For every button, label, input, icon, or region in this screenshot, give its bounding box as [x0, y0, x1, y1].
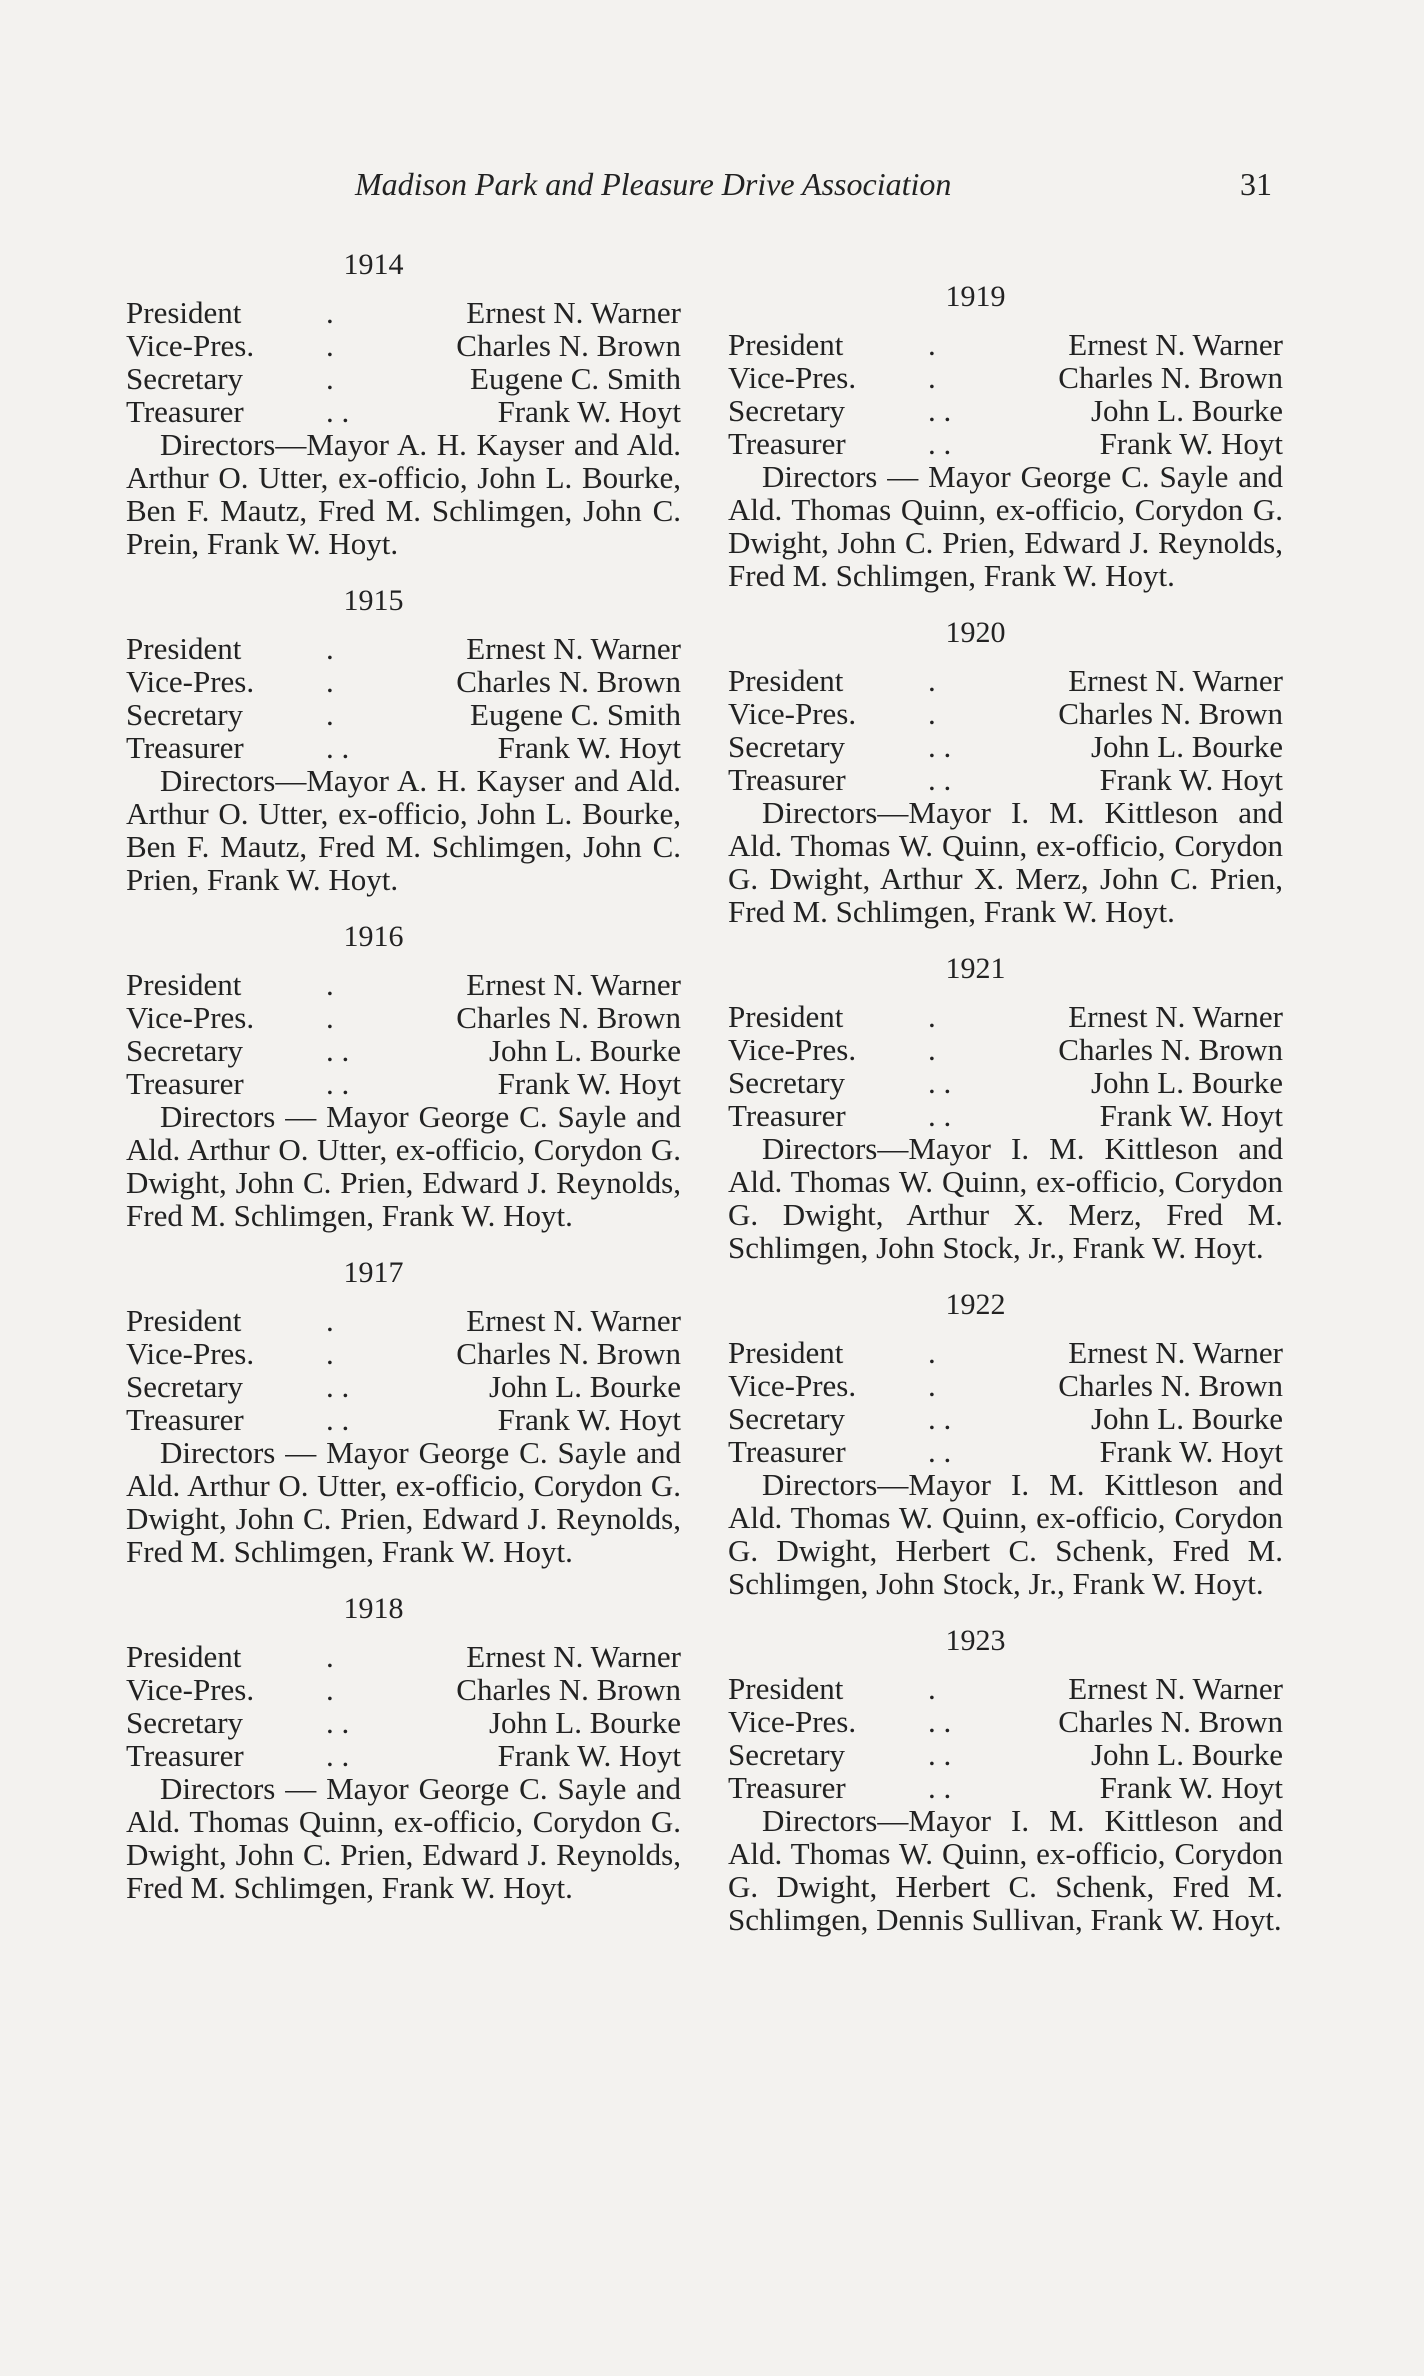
year-heading: 1921 [945, 952, 1006, 985]
officer-row [126, 1001, 681, 1034]
officer-row [728, 1705, 1283, 1738]
officer-name: John L. Bourke [1090, 1401, 1283, 1436]
officer-row [728, 1099, 1283, 1132]
officer-role: President [728, 1671, 844, 1706]
officer-name: John L. Bourke [488, 1705, 681, 1740]
leader-dots: . [326, 1000, 334, 1035]
officer-role: President [728, 327, 844, 362]
officer-role: Secretary [126, 361, 244, 396]
officer-row [126, 1673, 681, 1706]
officer-row [126, 632, 681, 665]
leader-dots: . [928, 696, 936, 731]
directors-paragraph: Directors—Mayor I. M. Kittleson and Ald. Thomas W. Quinn, ex-officio, Corydon G. Dwight, Herbert C. Schenk, Fred M. Schlimgen, Dennis Sullivan, Frank W. Hoyt. [728, 1803, 1283, 1937]
year-heading: 1919 [945, 280, 1006, 313]
officer-row [126, 1403, 681, 1436]
officer-role: President [126, 1639, 242, 1674]
leader-dots: . [326, 1303, 334, 1338]
officer-name: Frank W. Hoyt [1099, 426, 1283, 461]
officer-name: Ernest N. Warner [466, 631, 681, 666]
officer-name: Charles N. Brown [456, 1672, 681, 1707]
officer-row [728, 361, 1283, 394]
leader-dots: . . [928, 1098, 952, 1133]
officer-row [728, 730, 1283, 763]
leader-dots: . . [326, 1066, 350, 1101]
officer-role: President [126, 631, 242, 666]
directors-paragraph: Directors—Mayor I. M. Kittleson and Ald. Thomas W. Quinn, ex-officio, Corydon G. Dwight, Herbert C. Schenk, Fred M. Schlimgen, John Stock, Jr., Frank W. Hoyt. [728, 1467, 1283, 1601]
leader-dots: . [928, 327, 936, 362]
leader-dots: . . [326, 1705, 350, 1740]
officer-name: Ernest N. Warner [1068, 999, 1283, 1034]
officer-role: Vice-Pres. [126, 328, 255, 363]
leader-dots: . . [326, 1369, 350, 1404]
officer-name: Charles N. Brown [1058, 1704, 1283, 1739]
officer-name: Ernest N. Warner [466, 1303, 681, 1338]
leader-dots: . . [326, 730, 350, 765]
officer-role: Secretary [728, 1737, 846, 1772]
officer-role: Treasurer [728, 762, 846, 797]
officer-role: President [126, 295, 242, 330]
year-block [126, 1592, 681, 1904]
directors-paragraph: Directors — Mayor George C. Sayle and Ald. Thomas Quinn, ex-officio, Corydon G. Dwight, John C. Prien, Edward J. Reynolds, Fred M. Schlimgen, Frank W. Hoyt. [728, 459, 1283, 593]
year-block [126, 584, 681, 896]
leader-dots: . . [928, 393, 952, 428]
leader-dots: . [326, 361, 334, 396]
officer-role: Secretary [126, 1705, 244, 1740]
officer-name: Charles N. Brown [1058, 696, 1283, 731]
officer-role: Vice-Pres. [728, 1368, 857, 1403]
leader-dots: . . [928, 1770, 952, 1805]
directors-paragraph: Directors—Mayor I. M. Kittleson and Ald. Thomas W. Quinn, ex-officio, Corydon G. Dwight, Arthur X. Merz, John C. Prien, Fred M. Schlimgen, Frank W. Hoyt. [728, 795, 1283, 929]
officer-role: Vice-Pres. [728, 360, 857, 395]
officer-row [126, 362, 681, 395]
officer-name: Ernest N. Warner [466, 295, 681, 330]
leader-dots: . . [928, 1065, 952, 1100]
leader-dots: . . [326, 1402, 350, 1437]
officer-name: Frank W. Hoyt [1099, 1434, 1283, 1469]
officer-row [728, 1066, 1283, 1099]
directors-paragraph: Directors — Mayor George C. Sayle and Ald. Arthur O. Utter, ex-officio, Corydon G. Dwight, John C. Prien, Edward J. Reynolds, Fred M. Schlimgen, Frank W. Hoyt. [126, 1099, 681, 1233]
officer-row [728, 664, 1283, 697]
officer-role: Treasurer [728, 1434, 846, 1469]
year-block [728, 280, 1283, 592]
leader-dots: . . [326, 394, 350, 429]
leader-dots: . [928, 663, 936, 698]
officer-name: Frank W. Hoyt [497, 1738, 681, 1773]
year-block [728, 616, 1283, 928]
officer-role: Treasurer [126, 1738, 244, 1773]
officer-row [126, 1304, 681, 1337]
officer-role: Treasurer [126, 1402, 244, 1437]
officer-name: Eugene C. Smith [470, 361, 681, 396]
officer-name: Charles N. Brown [456, 1000, 681, 1035]
officer-row [126, 731, 681, 764]
page-number: 31 [1240, 166, 1272, 202]
officer-row [126, 329, 681, 362]
year-block [728, 952, 1283, 1264]
officer-role: Vice-Pres. [126, 1336, 255, 1371]
leader-dots: . . [928, 762, 952, 797]
year-heading: 1918 [343, 1592, 404, 1625]
officer-name: Frank W. Hoyt [1099, 762, 1283, 797]
directors-paragraph: Directors — Mayor George C. Sayle and Ald. Arthur O. Utter, ex-officio, Corydon G. Dwight, John C. Prien, Edward J. Reynolds, Fred M. Schlimgen, Frank W. Hoyt. [126, 1435, 681, 1569]
year-heading: 1917 [343, 1256, 404, 1289]
leader-dots: . [326, 328, 334, 363]
officer-row [728, 394, 1283, 427]
leader-dots: . . [928, 426, 952, 461]
officer-name: Charles N. Brown [456, 328, 681, 363]
officer-row [126, 1706, 681, 1739]
officer-role: President [126, 1303, 242, 1338]
officer-role: Secretary [728, 1065, 846, 1100]
officer-row [728, 1336, 1283, 1369]
officer-name: Charles N. Brown [1058, 1032, 1283, 1067]
officer-row [728, 1672, 1283, 1705]
officer-row [126, 1640, 681, 1673]
right-column [728, 280, 1283, 1960]
directors-paragraph: Directors—Mayor I. M. Kittleson and Ald. Thomas W. Quinn, ex-officio, Corydon G. Dwight, Arthur X. Merz, Fred M. Schlimgen, John Stock, Jr., Frank W. Hoyt. [728, 1131, 1283, 1265]
header-title: Madison Park and Pleasure Drive Association [355, 166, 952, 202]
officer-row [728, 328, 1283, 361]
officer-role: Secretary [126, 1369, 244, 1404]
leader-dots: . . [326, 1738, 350, 1773]
officer-row [126, 698, 681, 731]
officer-role: President [728, 663, 844, 698]
officer-role: Treasurer [728, 426, 846, 461]
leader-dots: . [326, 1336, 334, 1371]
officer-role: Secretary [728, 1401, 846, 1436]
officer-name: Ernest N. Warner [466, 1639, 681, 1674]
leader-dots: . [928, 1032, 936, 1067]
year-heading: 1914 [343, 248, 404, 281]
leader-dots: . . [928, 1434, 952, 1469]
officer-row [728, 1000, 1283, 1033]
leader-dots: . . [928, 1704, 952, 1739]
officer-row [126, 296, 681, 329]
year-block [126, 248, 681, 560]
officer-role: Treasurer [728, 1098, 846, 1133]
leader-dots: . . [928, 729, 952, 764]
officer-row [126, 1370, 681, 1403]
officer-name: Charles N. Brown [456, 664, 681, 699]
year-heading: 1922 [945, 1288, 1006, 1321]
left-column [126, 248, 681, 1928]
officer-row [728, 763, 1283, 796]
leader-dots: . [928, 1368, 936, 1403]
officer-row [728, 1771, 1283, 1804]
directors-paragraph: Directors — Mayor George C. Sayle and Ald. Thomas Quinn, ex-officio, Corydon G. Dwight, John C. Prien, Edward J. Reynolds, Fred M. Schlimgen, Frank W. Hoyt. [126, 1771, 681, 1905]
officer-name: Eugene C. Smith [470, 697, 681, 732]
officer-row [728, 1435, 1283, 1468]
officer-row [728, 1369, 1283, 1402]
officer-row [126, 665, 681, 698]
officer-role: President [126, 967, 242, 1002]
officer-row [728, 1402, 1283, 1435]
officer-role: Vice-Pres. [126, 1000, 255, 1035]
officer-name: Ernest N. Warner [1068, 663, 1283, 698]
officer-row [126, 1739, 681, 1772]
directors-paragraph: Directors—Mayor A. H. Kayser and Ald. Arthur O. Utter, ex-officio, John L. Bourke, Ben F. Mautz, Fred M. Schlimgen, John C. Prein, Frank W. Hoyt. [126, 427, 681, 561]
year-block [728, 1288, 1283, 1600]
officer-name: Ernest N. Warner [1068, 1335, 1283, 1370]
officer-name: Frank W. Hoyt [497, 394, 681, 429]
officer-name: Frank W. Hoyt [497, 730, 681, 765]
officer-row [728, 697, 1283, 730]
officer-role: Treasurer [126, 730, 244, 765]
officer-role: Vice-Pres. [728, 696, 857, 731]
leader-dots: . . [928, 1737, 952, 1772]
directors-paragraph: Directors—Mayor A. H. Kayser and Ald. Arthur O. Utter, ex-officio, John L. Bourke, Ben F. Mautz, Fred M. Schlimgen, John C. Prien, Frank W. Hoyt. [126, 763, 681, 897]
officer-name: Frank W. Hoyt [497, 1066, 681, 1101]
officer-name: Ernest N. Warner [466, 967, 681, 1002]
officer-row [728, 427, 1283, 460]
year-heading: 1920 [945, 616, 1006, 649]
year-block [728, 1624, 1283, 1936]
leader-dots: . . [928, 1401, 952, 1436]
year-block [126, 1256, 681, 1568]
officer-role: President [728, 999, 844, 1034]
year-block [126, 920, 681, 1232]
officer-name: Charles N. Brown [1058, 360, 1283, 395]
officer-row [126, 1337, 681, 1370]
year-heading: 1916 [343, 920, 404, 953]
officer-role: Treasurer [126, 1066, 244, 1101]
officer-name: Frank W. Hoyt [497, 1402, 681, 1437]
leader-dots: . [928, 360, 936, 395]
officer-role: Vice-Pres. [126, 1672, 255, 1707]
leader-dots: . [326, 631, 334, 666]
officer-name: Charles N. Brown [456, 1336, 681, 1371]
leader-dots: . [326, 1639, 334, 1674]
leader-dots: . [326, 697, 334, 732]
officer-role: President [728, 1335, 844, 1370]
leader-dots: . [928, 1335, 936, 1370]
leader-dots: . [326, 664, 334, 699]
officer-row [126, 1067, 681, 1100]
officer-role: Vice-Pres. [728, 1032, 857, 1067]
officer-role: Treasurer [126, 394, 244, 429]
leader-dots: . [326, 295, 334, 330]
officer-row [728, 1033, 1283, 1066]
officer-name: John L. Bourke [1090, 1737, 1283, 1772]
officer-row [126, 968, 681, 1001]
officer-role: Secretary [126, 697, 244, 732]
officer-role: Secretary [126, 1033, 244, 1068]
officer-name: Ernest N. Warner [1068, 327, 1283, 362]
leader-dots: . [326, 1672, 334, 1707]
leader-dots: . [928, 1671, 936, 1706]
officer-name: John L. Bourke [488, 1369, 681, 1404]
officer-name: John L. Bourke [488, 1033, 681, 1068]
officer-row [728, 1738, 1283, 1771]
officer-role: Secretary [728, 729, 846, 764]
officer-row [126, 1034, 681, 1067]
year-heading: 1923 [945, 1624, 1006, 1657]
officer-name: Charles N. Brown [1058, 1368, 1283, 1403]
officer-role: Treasurer [728, 1770, 846, 1805]
leader-dots: . . [326, 1033, 350, 1068]
officer-name: John L. Bourke [1090, 729, 1283, 764]
officer-name: John L. Bourke [1090, 393, 1283, 428]
officer-role: Secretary [728, 393, 846, 428]
officer-name: Frank W. Hoyt [1099, 1770, 1283, 1805]
officer-row [126, 395, 681, 428]
officer-role: Vice-Pres. [126, 664, 255, 699]
leader-dots: . [326, 967, 334, 1002]
year-heading: 1915 [343, 584, 404, 617]
officer-name: John L. Bourke [1090, 1065, 1283, 1100]
running-header [0, 166, 1424, 206]
officer-name: Ernest N. Warner [1068, 1671, 1283, 1706]
leader-dots: . [928, 999, 936, 1034]
officer-role: Vice-Pres. [728, 1704, 857, 1739]
officer-name: Frank W. Hoyt [1099, 1098, 1283, 1133]
